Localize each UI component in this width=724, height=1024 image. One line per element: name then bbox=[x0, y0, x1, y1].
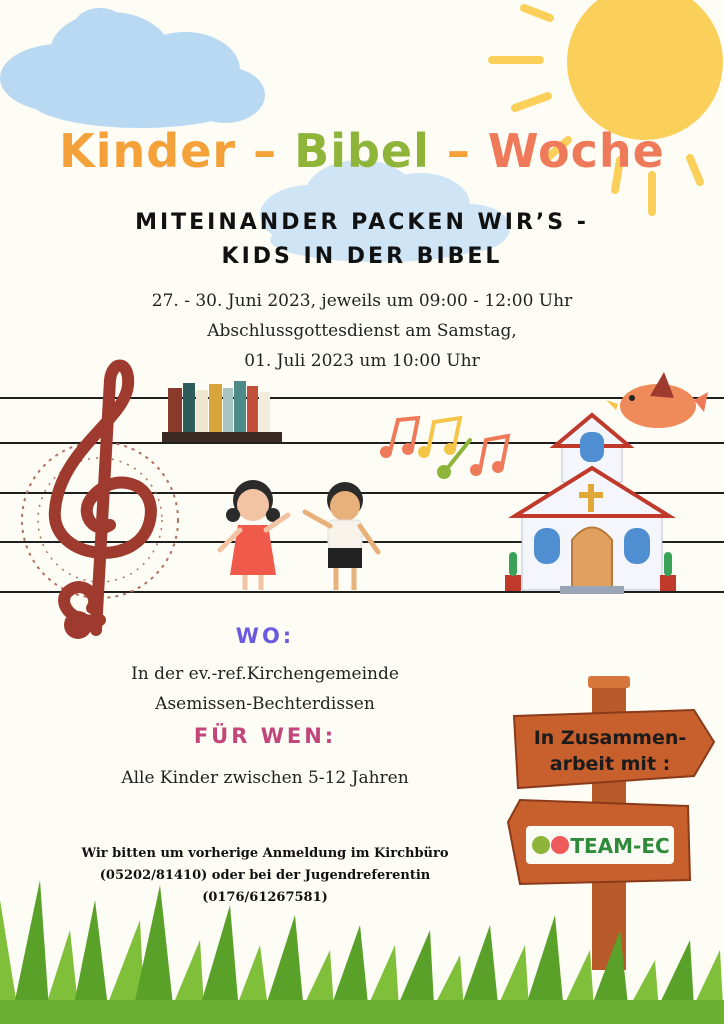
title-word-kinder: Kinder bbox=[59, 124, 237, 178]
books-icon bbox=[162, 381, 282, 442]
subtitle-line-2: KIDS IN DER BIBEL bbox=[221, 244, 503, 269]
title-word-woche: Woche bbox=[487, 124, 665, 178]
bird-icon bbox=[606, 372, 708, 428]
registration-line-1: Wir bitten um vorherige Anmeldung im Kirchbüro bbox=[81, 846, 449, 861]
registration-line-3: (0176/61267581) bbox=[202, 890, 328, 905]
title-dash: – bbox=[253, 124, 278, 178]
title-word-bibel: Bibel bbox=[294, 124, 430, 178]
for-whom-line-1: Alle Kinder zwischen 5-12 Jahren bbox=[121, 768, 409, 788]
where-line-2: Asemissen-Bechterdissen bbox=[155, 694, 375, 714]
subtitle-line-1: MITEINANDER PACKEN WIR’S - bbox=[135, 210, 589, 235]
date-line-2: Abschlussgottesdienst am Samstag, bbox=[207, 321, 517, 341]
where-label: WO: bbox=[235, 624, 295, 648]
date-line-1: 27. - 30. Juni 2023, jeweils um 09:00 - 12:00 Uhr bbox=[151, 291, 573, 311]
music-notes-icon bbox=[380, 418, 508, 479]
for-whom-label: FÜR WEN: bbox=[193, 724, 337, 748]
sign-line-2: arbeit mit : bbox=[549, 753, 671, 775]
title-dash: – bbox=[446, 124, 471, 178]
treble-clef-icon bbox=[22, 366, 178, 639]
team-ec-logo: TEAM-EC bbox=[570, 834, 670, 858]
where-line-1: In der ev.-ref.Kirchengemeinde bbox=[131, 664, 399, 684]
church-icon bbox=[505, 415, 676, 594]
cloud-icon bbox=[0, 8, 265, 128]
registration-line-2: (05202/81410) oder bei der Jugendreferentin bbox=[99, 868, 431, 883]
date-line-3: 01. Juli 2023 um 10:00 Uhr bbox=[244, 351, 480, 371]
children-icon bbox=[220, 480, 378, 590]
sign-line-1: In Zusammen- bbox=[533, 727, 687, 749]
page-title bbox=[0, 124, 724, 178]
signpost-icon bbox=[508, 676, 714, 970]
sun-icon bbox=[492, 0, 723, 212]
